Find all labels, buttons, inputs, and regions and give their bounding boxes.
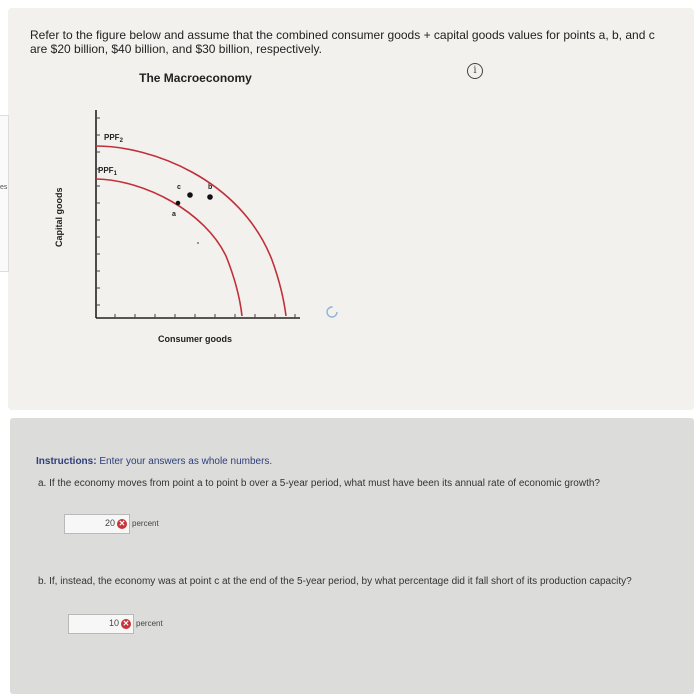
point-label-c: c (177, 184, 181, 191)
figure-title: The Macroeconomy (139, 71, 252, 85)
intro-text: Refer to the figure below and assume that the combined consumer goods + capital goods values for points a, b, and c are $20 billion, $40 billion, and $30 billion, respectively. (30, 28, 655, 56)
question-b-text: b. If, instead, the economy was at point c at the end of the 5-year period, by what percentage did it fall short of its production capacity? (38, 576, 632, 587)
side-tab-label: es (0, 184, 8, 191)
question-a-text: a. If the economy moves from point a to point b over a 5-year period, what must have been its annual rate of economic growth? (38, 478, 600, 489)
point-a (176, 201, 181, 206)
point-b (207, 194, 213, 200)
point-c (187, 192, 193, 198)
loading-spinner-icon (327, 307, 337, 317)
y-axis-label: Capital goods (54, 187, 64, 247)
question-a-answer-field[interactable] (64, 514, 130, 534)
question-b-answer-value: 10 (108, 618, 119, 628)
info-icon[interactable]: i (467, 63, 483, 79)
answer-panel (10, 418, 694, 694)
ppf1-label: $PPF_1$ (98, 166, 117, 177)
point-label-b: b (208, 184, 213, 191)
ppf1-curve (96, 179, 242, 316)
question-a-unit: percent (132, 519, 159, 528)
stray-dot (197, 242, 199, 244)
ppf2-label: $PPF_2$ (104, 133, 123, 144)
ppf2-curve (96, 146, 286, 316)
incorrect-icon: ✕ (122, 619, 130, 628)
question-a-answer-value: 20 (104, 518, 115, 528)
question-b-unit: percent (136, 619, 163, 628)
incorrect-icon: ✕ (118, 519, 126, 528)
instructions-text: Enter your answers as whole numbers. (96, 456, 273, 467)
question-b-answer-field[interactable] (68, 614, 134, 634)
point-label-a: a (172, 211, 176, 218)
instructions-label: Instructions: (36, 456, 97, 467)
x-axis-label: Consumer goods (158, 334, 233, 344)
instructions (36, 456, 272, 467)
